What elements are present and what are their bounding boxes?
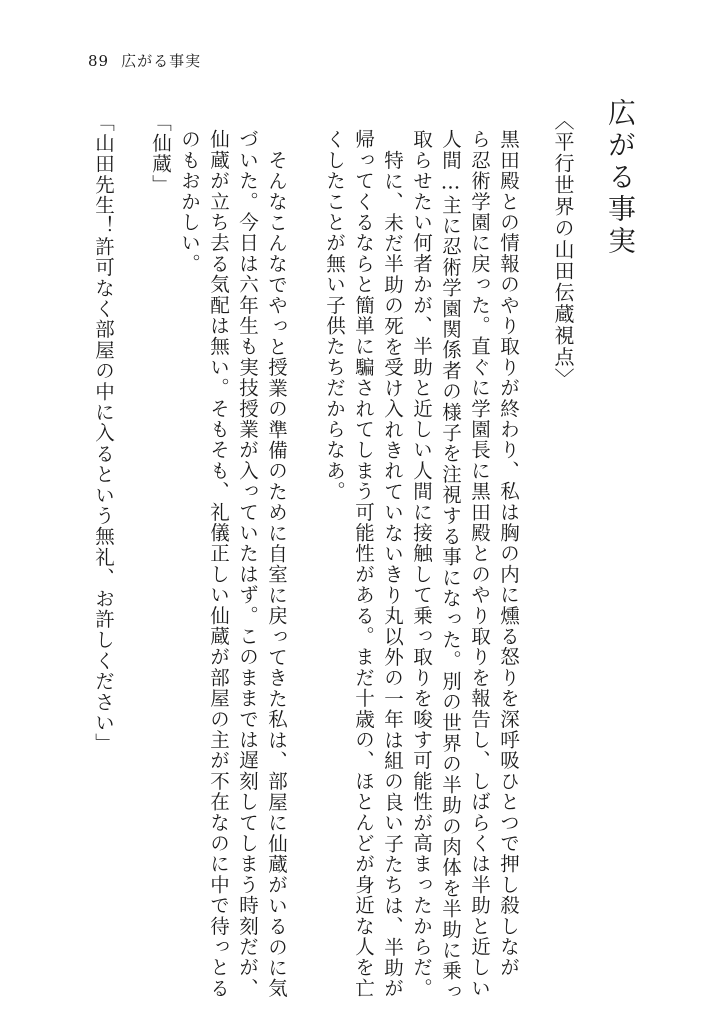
body-line-9: づいた。今日は六年生も実技授業が入っていたはず。このままでは遅刻してしまう時刻だが、 — [236, 129, 259, 999]
body-line-4: 取らせたい何者かが、半助と近しい人間に接触して乗っ取りを唆す可能性が高まったからだ。 — [410, 129, 433, 999]
body-line-2: ら忍術学園に戻った。直ぐに学園長に黒田殿とのやり取りを報告し、しばらくは半助と近しい — [468, 129, 491, 999]
body-line-6: 帰ってくるならと簡単に騙されてしまう可能性がある。まだ十歳の、ほとんどが身近な人を亡 — [352, 129, 375, 999]
running-title: 広がる事実 — [121, 52, 202, 70]
body-line-8: そんなこんなでやっと授業の準備のために自室に戻ってきた私は、部屋に仙蔵がいるのに気 — [265, 150, 288, 999]
body-line-12: 「仙蔵」 — [149, 112, 172, 195]
running-header — [88, 50, 201, 71]
page-number: 89 — [88, 52, 110, 70]
body-line-13: 「山田先生！許可なく部屋の中に入るという無礼、お許しください」 — [92, 112, 115, 754]
chapter-subtitle: 〈平行世界の山田伝蔵視点〉 — [551, 110, 575, 390]
body-line-1: 黒田殿との情報のやり取りが終わり、私は胸の内に燻る怒りを深呼吸ひとつで押し殺しなが — [497, 129, 520, 978]
body-line-3: 人間…主に忍術学園関係者の様子を注視する事になった。別の世界の半助の肉体を半助に乗っ — [439, 129, 462, 1002]
chapter-title: 広がる事実 — [604, 98, 637, 258]
body-line-10: 仙蔵が立ち去る気配は無い。そもそも、礼儀正しい仙蔵が部屋の主が不在なのに中で待っとる — [207, 129, 230, 999]
body-line-7: くしたことが無い子供たちだからなあ。 — [323, 129, 346, 502]
body-line-11: のもおかしい。 — [178, 129, 201, 274]
body-line-5: 特に、未だ半助の死を受け入れきれていないきり丸以外の一年は組の良い子たちは、半助が — [381, 150, 404, 999]
